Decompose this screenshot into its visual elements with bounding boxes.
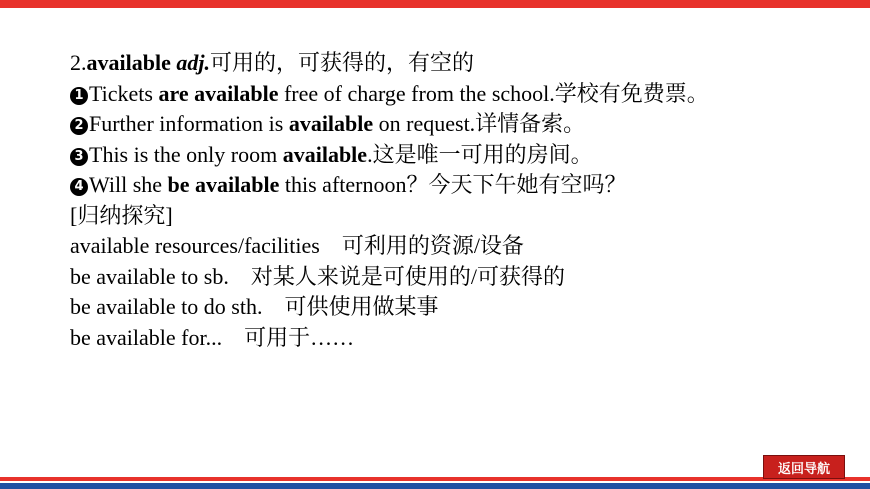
example-text: Tickets [89, 80, 159, 106]
phrase-item: be available to do sth. 可供使用做某事 [70, 294, 439, 319]
example-keyword: be available [167, 172, 280, 197]
example-sentence [70, 79, 850, 110]
example-keyword: are available [158, 80, 279, 106]
heading-meaning: 可用的，可获得的，有空的 [209, 50, 474, 75]
example-text: free of charge from the school.学校有免费票。 [278, 80, 709, 106]
example-text: on request.详情备索。 [373, 111, 586, 136]
phrase-item: be available to sb. 对某人来说是可使用的/可获得的 [70, 263, 565, 289]
phrase-list [70, 231, 850, 353]
lesson-content [70, 48, 850, 353]
example-keyword: available [288, 111, 374, 136]
bottom-accent-bar [0, 477, 870, 481]
example-list [70, 79, 850, 201]
back-to-navigation-button[interactable]: 返回导航 [763, 455, 845, 479]
bottom-blue-bar [0, 483, 870, 489]
example-keyword: available [282, 141, 368, 167]
heading-pos: adj. [176, 50, 210, 75]
example-number-badge: 1 [70, 87, 88, 105]
phrase-item: be available for... 可用于…… [70, 324, 355, 350]
heading-word: available [86, 50, 171, 75]
example-text: this afternoon？今天下午她有空吗？ [279, 172, 627, 197]
example-sentence [70, 140, 850, 171]
example-sentence [70, 170, 850, 201]
example-number-badge: 4 [70, 178, 88, 196]
example-text: Will she [89, 172, 168, 197]
heading-number: 2. [70, 50, 87, 75]
example-text: .这是唯一可用的房间。 [367, 141, 593, 167]
section-title: [归纳探究] [70, 202, 173, 228]
phrase-item: available resources/facilities 可利用的资源/设备 [70, 233, 524, 258]
vocab-heading [70, 48, 850, 79]
example-text: Further information is [89, 111, 289, 136]
example-number-badge: 3 [70, 148, 88, 166]
example-number-badge: 2 [70, 117, 88, 135]
example-text: This is the only room [89, 141, 283, 167]
top-accent-bar [0, 0, 870, 8]
example-sentence [70, 109, 850, 140]
